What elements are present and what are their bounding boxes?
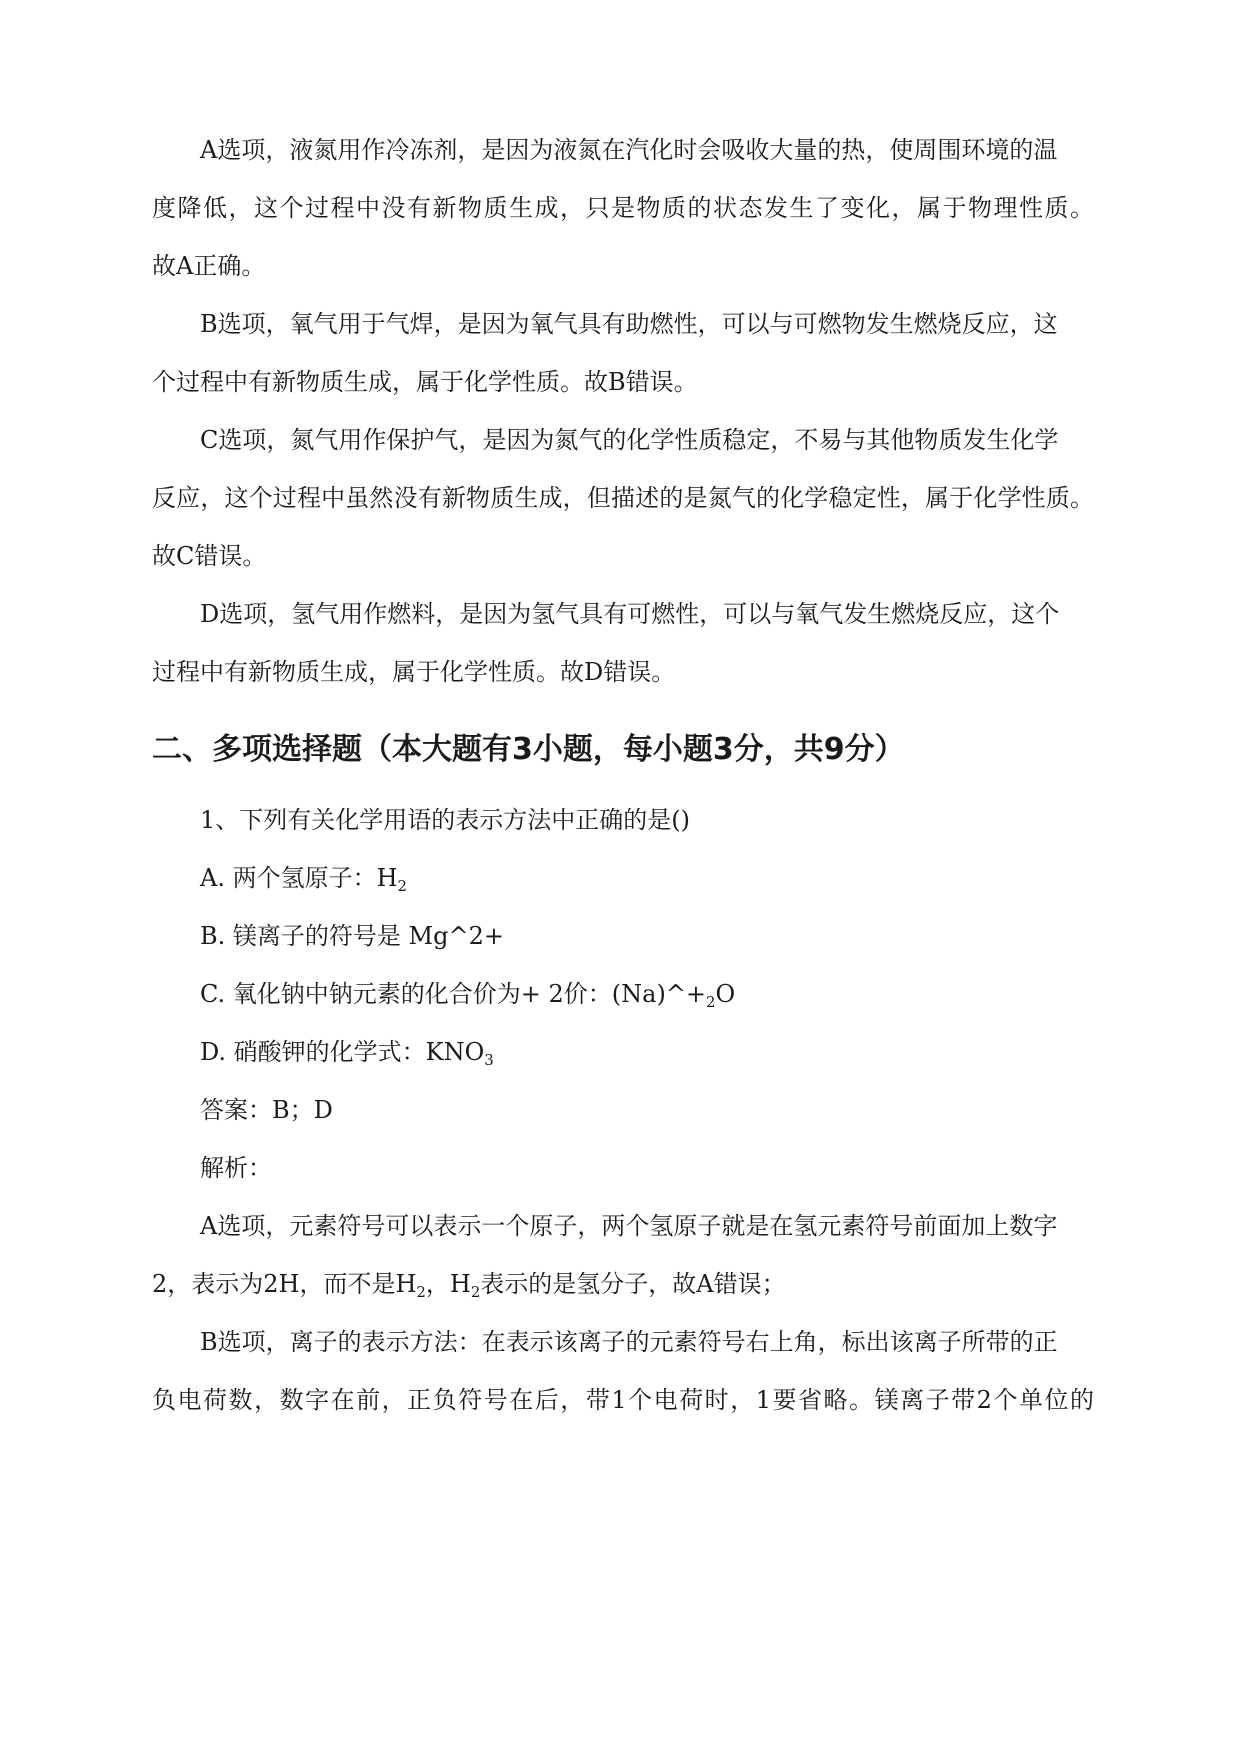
analysis-b-line2: 负电荷数，数字在前，正负符号在后，带1个电荷时，1要省略。镁离子带2个单位的 [152,1386,1094,1414]
choice-d [200,1034,494,1070]
choice-b: B. 镁离子的符号是 Mg^2+ [200,922,504,950]
analysis-a-line1: A选项，元素符号可以表示一个原子，两个氢原子就是在氢元素符号前面加上数字 [200,1212,1058,1240]
analysis-a-line2-part1: 2，表示为2H，而不是H [152,1270,417,1298]
analysis-label: 解析： [200,1154,272,1182]
analysis-b-line1: B选项，离子的表示方法：在表示该离子的元素符号右上角，标出该离子所带的正 [200,1328,1058,1356]
option-c-explanation-line3: 故C错误。 [152,542,267,570]
option-a-explanation-line1: A选项，液氮用作冷冻剂，是因为液氮在汽化时会吸收大量的热，使周围环境的温 [200,136,1058,164]
option-b-explanation-line2: 个过程中有新物质生成，属于化学性质。故B错误。 [152,368,698,396]
option-d-explanation-line1: D选项，氢气用作燃料，是因为氢气具有可燃性，可以与氧气发生燃烧反应，这个 [200,600,1060,628]
option-d-explanation-line2: 过程中有新物质生成，属于化学性质。故D错误。 [152,658,676,686]
choice-c [200,976,735,1012]
option-b-explanation-line1: B选项，氧气用于气焊，是因为氧气具有助燃性，可以与可燃物发生燃烧反应，这 [200,310,1058,338]
option-a-explanation-line2: 度降低，这个过程中没有新物质生成，只是物质的状态发生了变化，属于物理性质。 [152,194,1094,222]
choice-d-subscript: 3 [484,1051,494,1070]
option-a-explanation-line3: 故A正确。 [152,252,266,280]
choice-c-subscript: 2 [706,993,716,1012]
option-c-explanation-line2: 反应，这个过程中虽然没有新物质生成，但描述的是氮气的化学稳定性，属于化学性质。 [152,484,1094,512]
section-heading: 二、多项选择题（本大题有3小题，每小题3分，共9分） [152,732,905,767]
choice-a [200,860,407,896]
choice-a-subscript: 2 [397,877,407,896]
analysis-a-line2-part3: 表示的是氢分子，故A错误； [480,1270,786,1298]
answer-text: 答案：B；D [200,1096,333,1124]
analysis-a-line2 [152,1266,786,1302]
choice-c-text: C. 氧化钠中钠元素的化合价为+ 2价：(Na)^+ [200,980,707,1008]
question-text: 1、下列有关化学用语的表示方法中正确的是() [200,806,690,834]
analysis-a-line2-part2: ，H [425,1270,471,1298]
analysis-a-line2-subscript1: 2 [416,1283,426,1302]
option-c-explanation-line1: C选项，氮气用作保护气，是因为氮气的化学性质稳定，不易与其他物质发生化学 [200,426,1059,454]
analysis-a-line2-subscript2: 2 [470,1283,481,1302]
choice-d-text: D. 硝酸钾的化学式：KNO [200,1038,485,1066]
choice-c-suffix: O [715,980,736,1008]
choice-a-text: A. 两个氢原子：H [200,864,398,892]
